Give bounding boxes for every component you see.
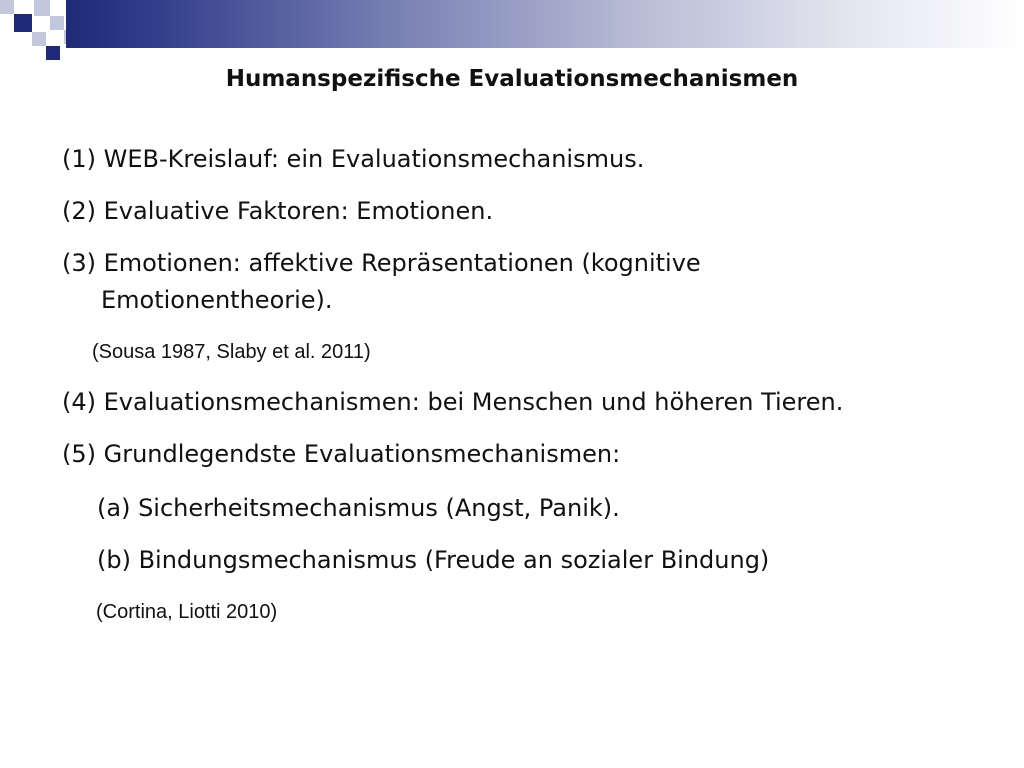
point-4: (4) Evaluationsmechanismen: bei Menschen und höheren Tieren. [62,388,844,416]
point-3: (3) Emotionen: affektive Repräsentationen (kognitive [62,249,701,277]
point-3-continuation: Emotionentheorie). [101,286,333,314]
subpoint-b: (b) Bindungsmechanismus (Freude an sozialer Bindung) [97,546,770,574]
header-gradient-bar [66,0,1024,48]
slide-title: Humanspezifische Evaluationsmechanismen [225,66,799,92]
subpoint-a: (a) Sicherheitsmechanismus (Angst, Panik). [97,494,620,522]
point-2: (2) Evaluative Faktoren: Emotionen. [62,197,494,225]
point-5: (5) Grundlegendste Evaluationsmechanismen: [62,440,621,468]
point-1: (1) WEB-Kreislauf: ein Evaluationsmechanismus. [62,145,645,173]
citation-sousa-slaby: (Sousa 1987, Slaby et al. 2011) [92,341,371,363]
citation-cortina-liotti: (Cortina, Liotti 2010) [96,601,278,623]
